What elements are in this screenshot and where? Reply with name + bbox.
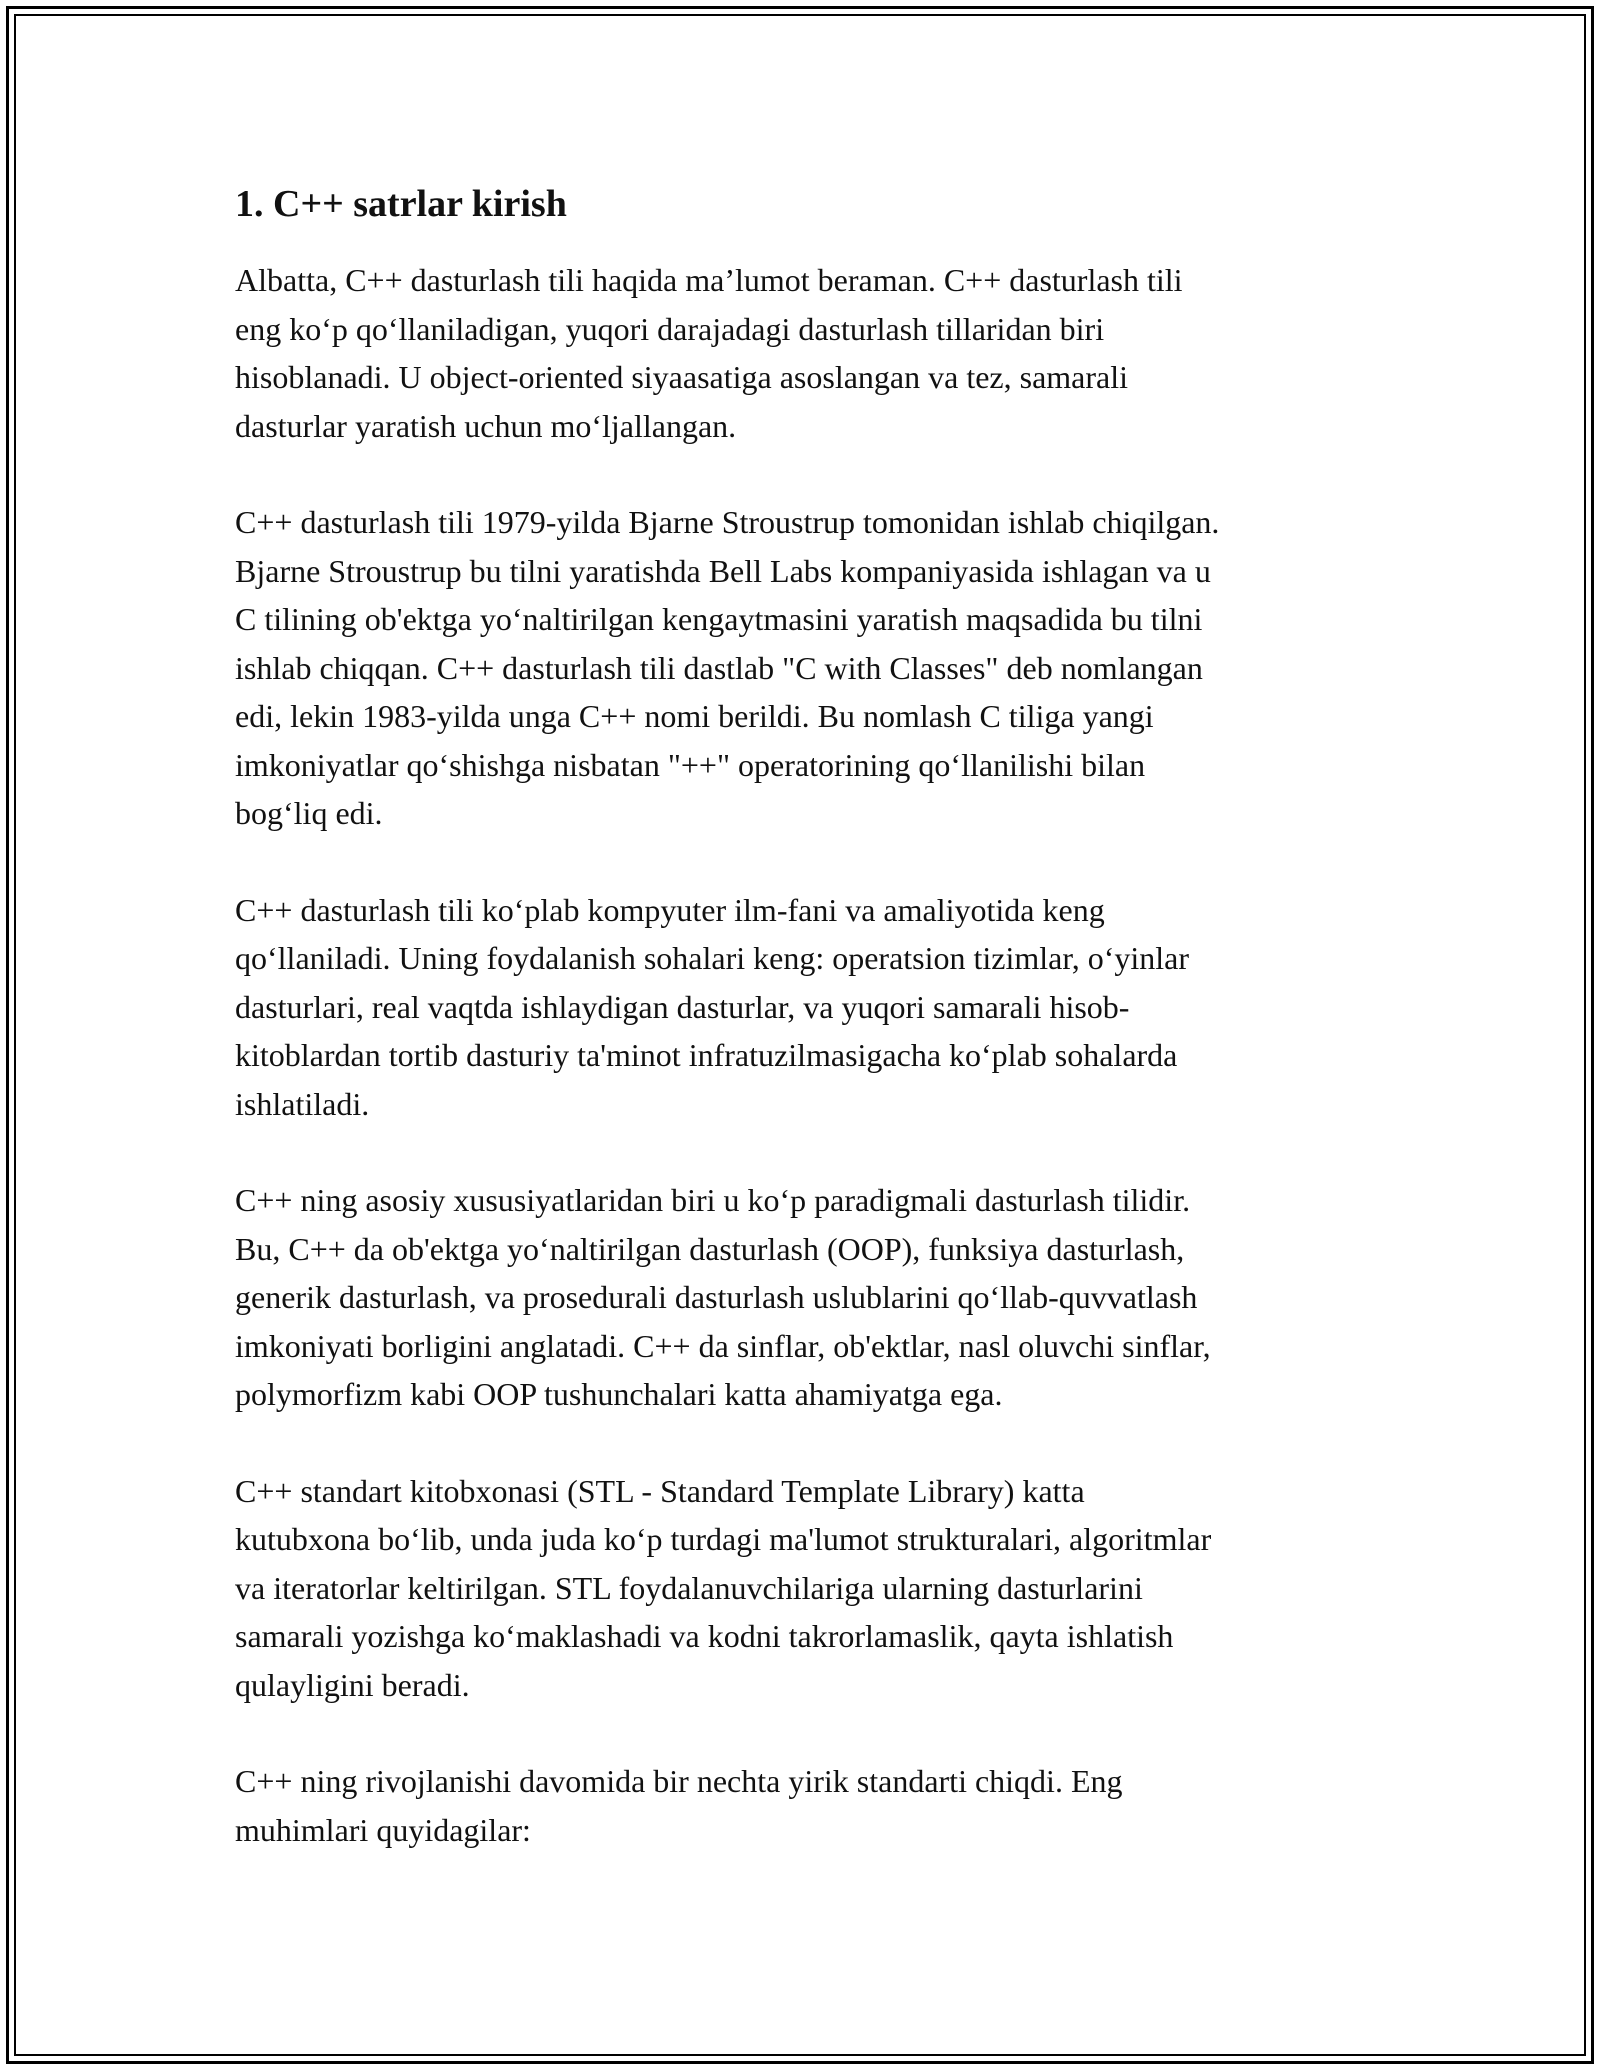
paragraph-line: qo‘llaniladi. Uning foydalanish sohalari keng: operatsion tizimlar, o‘yinlar bbox=[235, 940, 1190, 976]
paragraph-history bbox=[235, 498, 1380, 838]
paragraph-line: kitoblardan tortib dasturiy ta'minot infratuzilmasigacha ko‘plab sohalarda bbox=[235, 1037, 1178, 1073]
paragraph-line: generik dasturlash, va prosedurali dasturlash uslublarini qo‘llab-quvvatlash bbox=[235, 1279, 1198, 1315]
paragraph-line: Bjarne Stroustrup bu tilni yaratishda Bell Labs kompaniyasida ishlagan va u bbox=[235, 552, 1211, 589]
paragraph-line: dasturlari, real vaqtda ishlaydigan dasturlar, va yuqori samarali hisob- bbox=[235, 988, 1130, 1025]
paragraph-line: edi, lekin 1983-yilda unga C++ nomi berildi. Bu nomlash C tiliga yangi bbox=[235, 698, 1154, 734]
paragraph-line: imkoniyati borligini anglatadi. C++ da sinflar, ob'ektlar, nasl oluvchi sinflar, bbox=[235, 1327, 1211, 1364]
section-heading: 1. C++ satrlar kirish bbox=[235, 183, 567, 225]
paragraph-line: qulayligini beradi. bbox=[235, 1666, 470, 1703]
paragraph-line: bog‘liq edi. bbox=[235, 795, 383, 831]
paragraph-line: Bu, C++ da ob'ektga yo‘naltirilgan dasturlash (OOP), funksiya dasturlash, bbox=[235, 1230, 1185, 1267]
paragraph-line: C++ standart kitobxonasi (STL - Standard Template Library) katta bbox=[235, 1472, 1085, 1509]
document-body bbox=[235, 180, 1380, 1902]
paragraph-line: C++ ning rivojlanishi davomida bir nechta yirik standarti chiqdi. Eng bbox=[235, 1763, 1123, 1799]
paragraph-line: ishlab chiqqan. C++ dasturlash tili dastlab "C with Classes" deb nomlangan bbox=[235, 649, 1203, 686]
paragraph-line: hisoblanadi. U object-oriented siyaasatiga asoslangan va tez, samarali bbox=[235, 359, 1129, 395]
paragraph-line: muhimlari quyidagilar: bbox=[235, 1811, 531, 1848]
paragraph-line: Albatta, C++ dasturlash tili haqida ma’lumot beraman. C++ dasturlash tili bbox=[235, 262, 1183, 298]
paragraph-line: polymorfizm kabi OOP tushunchalari katta ahamiyatga ega. bbox=[235, 1376, 1003, 1412]
paragraph-intro bbox=[235, 256, 1380, 450]
paragraph-line: dasturlar yaratish uchun mo‘ljallangan. bbox=[235, 407, 737, 444]
paragraph-line: samarali yozishga ko‘maklashadi va kodni takrorlamaslik, qayta ishlatish bbox=[235, 1618, 1174, 1654]
paragraph-stl bbox=[235, 1467, 1380, 1710]
paragraph-line: C++ dasturlash tili ko‘plab kompyuter ilm-fani va amaliyotida keng bbox=[235, 891, 1105, 928]
paragraph-line: va iteratorlar keltirilgan. STL foydalanuvchilariga ularning dasturlarini bbox=[235, 1569, 1143, 1606]
paragraph-line: imkoniyatlar qo‘shishga nisbatan "++" operatorining qo‘llanilishi bilan bbox=[235, 746, 1146, 783]
paragraph-line: C++ dasturlash tili 1979-yilda Bjarne Stroustrup tomonidan ishlab chiqilgan. bbox=[235, 504, 1220, 540]
paragraph-usage bbox=[235, 886, 1380, 1129]
paragraph-line: ishlatiladi. bbox=[235, 1085, 370, 1122]
paragraph-line: kutubxona bo‘lib, unda juda ko‘p turdagi ma'lumot strukturalari, algoritmlar bbox=[235, 1521, 1212, 1557]
paragraph-line: C tilining ob'ektga yo‘naltirilgan kengaytmasini yaratish maqsadida bu tilni bbox=[235, 601, 1203, 637]
paragraph-line: C++ ning asosiy xususiyatlaridan biri u ko‘p paradigmali dasturlash tilidir. bbox=[235, 1182, 1191, 1218]
paragraph-paradigms bbox=[235, 1176, 1380, 1419]
paragraph-line: eng ko‘p qo‘llaniladigan, yuqori darajadagi dasturlash tillaridan biri bbox=[235, 310, 1105, 347]
paragraph-standards bbox=[235, 1757, 1380, 1854]
